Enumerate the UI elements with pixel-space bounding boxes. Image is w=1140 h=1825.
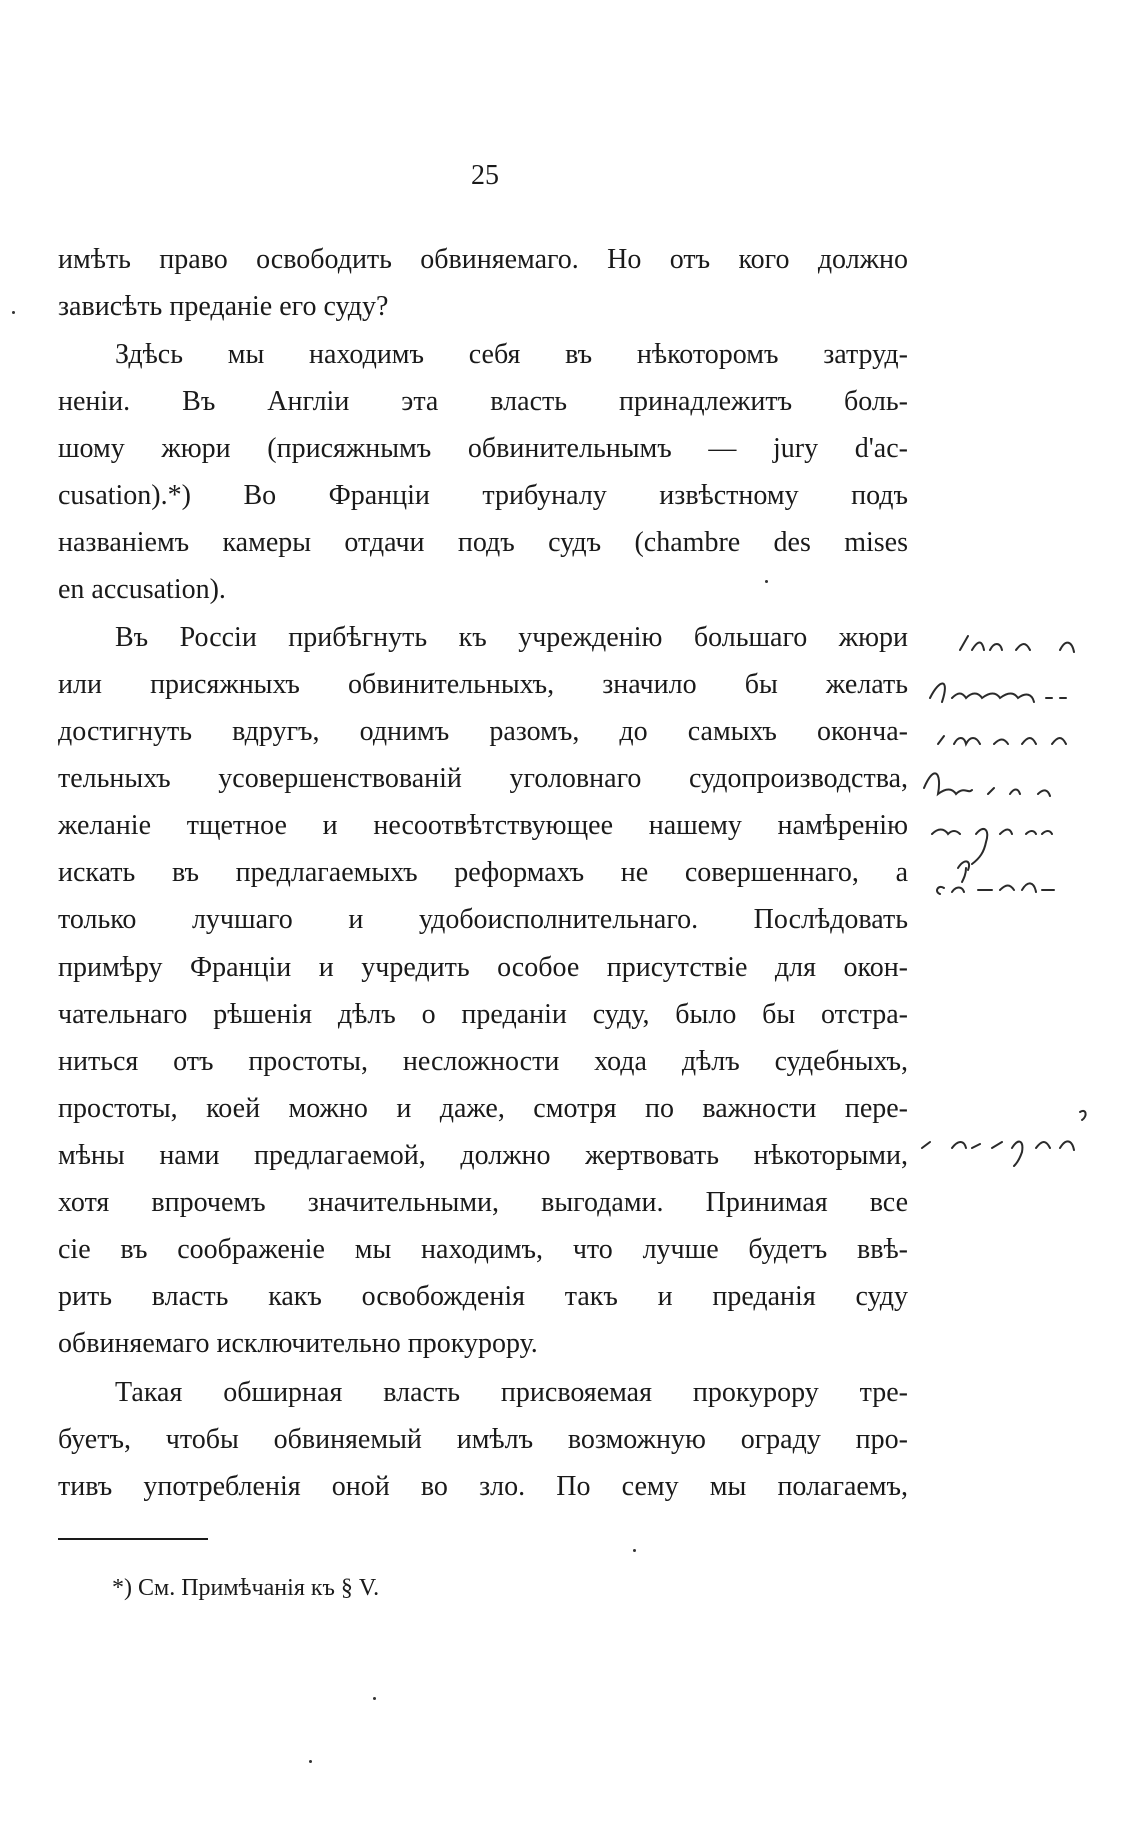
text-line: искать въ предлагаемыхъ реформахъ не совершеннаго, а (58, 857, 908, 888)
text-line: Здѣсь мы находимъ себя въ нѣкоторомъ затруд- (115, 339, 908, 370)
scan-speck (309, 1760, 312, 1763)
text-line: Въ Россіи прибѣгнуть къ учрежденію большаго жюри (115, 622, 908, 653)
text-line: обвиняемаго исключительно прокурору. (58, 1328, 538, 1359)
footnote: *) См. Примѣчанія къ § V. (112, 1575, 380, 1601)
text-line: cusation).*) Во Франціи трибуналу извѣстному подъ (58, 480, 908, 511)
text-line: достигнуть вдругъ, однимъ разомъ, до самыхъ оконча- (58, 716, 908, 747)
scan-speck (633, 1549, 636, 1552)
text-line: хотя впрочемъ значительными, выгодами. Принимая все (58, 1187, 908, 1218)
text-line: буетъ, чтобы обвиняемый имѣлъ возможную ограду про- (58, 1424, 908, 1455)
text-line: чательнаго рѣшенія дѣлъ о преданіи суду, было бы отстра- (58, 999, 908, 1030)
page-number: 25 (471, 160, 499, 191)
text-line: зависѣть преданіе его суду? (58, 291, 389, 322)
text-line: шому жюри (присяжнымъ обвинительнымъ — jury d'ac- (58, 433, 908, 464)
text-line: неніи. Въ Англіи эта власть принадлежитъ боль- (58, 386, 908, 417)
text-line: en accusation). (58, 574, 226, 605)
text-line: примѣру Франціи и учредить особое присутствіе для окон- (58, 952, 908, 983)
text-line: ниться отъ простоты, несложности хода дѣлъ судебныхъ, (58, 1046, 908, 1077)
text-line: названіемъ камеры отдачи подъ судъ (chambre des mises (58, 527, 908, 558)
scan-speck (765, 580, 768, 583)
footnote-rule (58, 1538, 208, 1540)
text-line: тивъ употребленія оной во зло. По сему мы полагаемъ, (58, 1471, 908, 1502)
text-line: Такая обширная власть присвояемая прокурору тре- (115, 1377, 908, 1408)
text-line: мѣны нами предлагаемой, должно жертвовать нѣкоторыми, (58, 1140, 908, 1171)
text-line: желаніе тщетное и несоотвѣтствующее нашему намѣренію (58, 810, 908, 841)
handwritten-marginalia (910, 610, 1135, 1370)
text-line: сіе въ соображеніе мы находимъ, что лучше будетъ ввѣ- (58, 1234, 908, 1265)
text-line: имѣть право освободить обвиняемаго. Но отъ кого должно (58, 244, 908, 275)
scan-speck (12, 311, 15, 314)
text-line: тельныхъ усовершенствованій уголовнаго судопроизводства, (58, 763, 908, 794)
text-line: простоты, коей можно и даже, смотря по важности пере- (58, 1093, 908, 1124)
text-line: рить власть какъ освобожденія такъ и преданія суду (58, 1281, 908, 1312)
scan-speck (373, 1697, 376, 1700)
text-line: только лучшаго и удобоисполнительнаго. Послѣдовать (58, 904, 908, 935)
text-line: или присяжныхъ обвинительныхъ, значило бы желать (58, 669, 908, 700)
